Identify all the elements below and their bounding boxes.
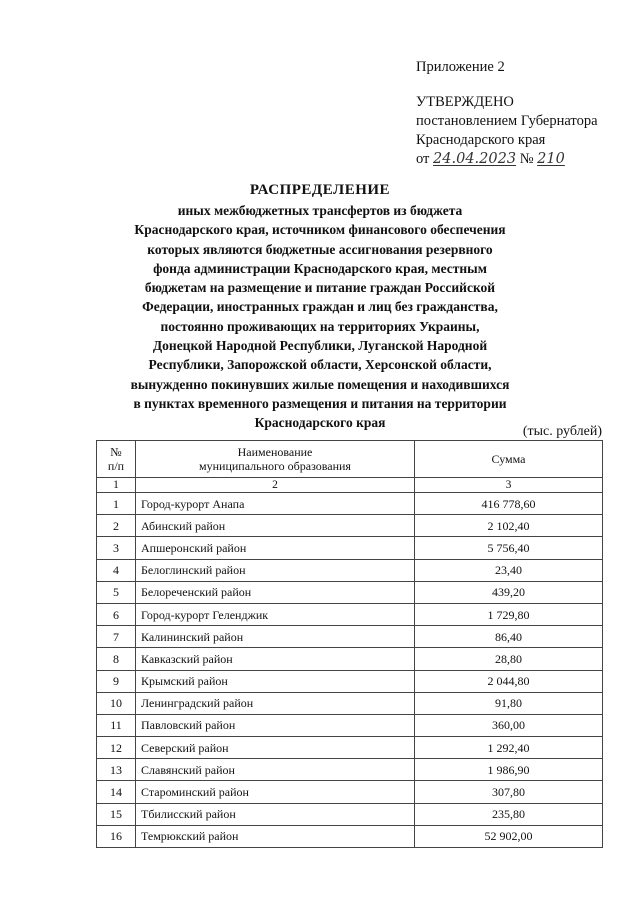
row-number: 13: [97, 759, 136, 781]
table-row: [97, 759, 603, 781]
row-sum: 52 902,00: [415, 825, 603, 847]
distribution-table: [96, 440, 603, 848]
row-sum: 1 729,80: [415, 603, 603, 625]
row-sum: 91,80: [415, 692, 603, 714]
row-sum: 5 756,40: [415, 537, 603, 559]
approval-block: [416, 58, 631, 169]
row-name: Тбилисский район: [136, 803, 415, 825]
row-name: Северский район: [136, 737, 415, 759]
title-line: которых являются бюджетные ассигнования резервного: [147, 241, 493, 257]
table-row: [97, 670, 603, 692]
row-sum: 1 986,90: [415, 759, 603, 781]
row-sum: 235,80: [415, 803, 603, 825]
row-number: 1: [97, 493, 136, 515]
table-row: [97, 803, 603, 825]
row-number: 7: [97, 626, 136, 648]
document-title: [80, 181, 560, 433]
table-row: [97, 692, 603, 714]
row-number: 5: [97, 581, 136, 603]
row-number: 8: [97, 648, 136, 670]
row-number: 2: [97, 515, 136, 537]
table-row: [97, 648, 603, 670]
column-number: 2: [136, 478, 415, 493]
row-sum: 2 044,80: [415, 670, 603, 692]
row-name: Староминский район: [136, 781, 415, 803]
table-row: [97, 559, 603, 581]
header-name-line-2: муниципального образования: [199, 459, 351, 473]
column-number: 3: [415, 478, 603, 493]
header-name: [136, 441, 415, 478]
row-sum: 307,80: [415, 781, 603, 803]
row-name: Город-курорт Геленджик: [136, 603, 415, 625]
row-name: Павловский район: [136, 714, 415, 736]
row-sum: 86,40: [415, 626, 603, 648]
row-name: Город-курорт Анапа: [136, 493, 415, 515]
date-prefix: от: [416, 151, 430, 167]
title-line: Краснодарского края, источником финансового обеспечения: [134, 222, 506, 238]
title-line: в пунктах временного размещения и питания на территории: [133, 395, 507, 411]
row-number: 9: [97, 670, 136, 692]
title-line: постоянно проживающих на территориях Украины,: [160, 318, 480, 334]
row-sum: 416 778,60: [415, 493, 603, 515]
row-name: Белореченский район: [136, 581, 415, 603]
header-number-line-1: №: [110, 445, 122, 459]
table-row: [97, 603, 603, 625]
title-heading: РАСПРЕДЕЛЕНИЕ: [249, 182, 391, 198]
row-sum: 439,20: [415, 581, 603, 603]
row-sum: 23,40: [415, 559, 603, 581]
row-name: Калининский район: [136, 626, 415, 648]
title-subtitle: [80, 201, 560, 433]
row-sum: 360,00: [415, 714, 603, 736]
number-prefix: №: [519, 151, 534, 167]
header-number: [97, 441, 136, 478]
row-sum: 2 102,40: [415, 515, 603, 537]
header-name-line-1: Наименование: [237, 445, 313, 459]
title-line: вынужденно покинувших жилые помещения и находившихся: [130, 376, 510, 392]
approval-line-2: Краснодарского края: [416, 132, 546, 148]
row-name: Кавказский район: [136, 648, 415, 670]
table-row: [97, 825, 603, 847]
title-line: Донецкой Народной Республики, Луганской Народной: [152, 338, 488, 354]
units-label: (тыс. рублей): [522, 424, 602, 439]
row-name: Крымский район: [136, 670, 415, 692]
row-name: Ленинградский район: [136, 692, 415, 714]
table-row: [97, 537, 603, 559]
row-name: Темрюкский район: [136, 825, 415, 847]
table-row: [97, 515, 603, 537]
row-number: 16: [97, 825, 136, 847]
row-number: 6: [97, 603, 136, 625]
title-line: Республики, Запорожской области, Херсонской области,: [148, 357, 492, 373]
row-name: Славянский район: [136, 759, 415, 781]
appendix-label: Приложение 2: [416, 59, 505, 75]
row-number: 11: [97, 714, 136, 736]
table-header-row: [97, 441, 603, 478]
table-row: [97, 626, 603, 648]
row-number: 15: [97, 803, 136, 825]
table-row: [97, 493, 603, 515]
row-number: 14: [97, 781, 136, 803]
row-name: Апшеронский район: [136, 537, 415, 559]
column-number: 1: [97, 478, 136, 493]
number-value: 210: [537, 151, 565, 167]
title-line: фонда администрации Краснодарского края, местным: [153, 260, 487, 276]
date-value: 24.04.2023: [433, 151, 517, 167]
approval-date-line: [416, 150, 631, 169]
title-line: Краснодарского края: [254, 415, 386, 431]
header-number-line-2: п/п: [107, 459, 125, 473]
row-sum: 28,80: [415, 648, 603, 670]
approved-label: УТВЕРЖДЕНО: [416, 94, 514, 110]
title-line: Федерации, иностранных граждан и лиц без гражданства,: [142, 299, 498, 315]
row-name: Абинский район: [136, 515, 415, 537]
table-row: [97, 781, 603, 803]
approval-line-1: постановлением Губернатора: [416, 113, 598, 129]
row-sum: 1 292,40: [415, 737, 603, 759]
column-number-row: [97, 478, 603, 493]
table-row: [97, 737, 603, 759]
row-number: 10: [97, 692, 136, 714]
header-sum: Сумма: [415, 441, 603, 478]
row-number: 4: [97, 559, 136, 581]
row-number: 3: [97, 537, 136, 559]
row-number: 12: [97, 737, 136, 759]
row-name: Белоглинский район: [136, 559, 415, 581]
title-line: иных межбюджетных трансфертов из бюджета: [177, 203, 463, 218]
table-row: [97, 581, 603, 603]
table-row: [97, 714, 603, 736]
title-line: бюджетам на размещение и питание граждан Российской: [144, 280, 496, 296]
